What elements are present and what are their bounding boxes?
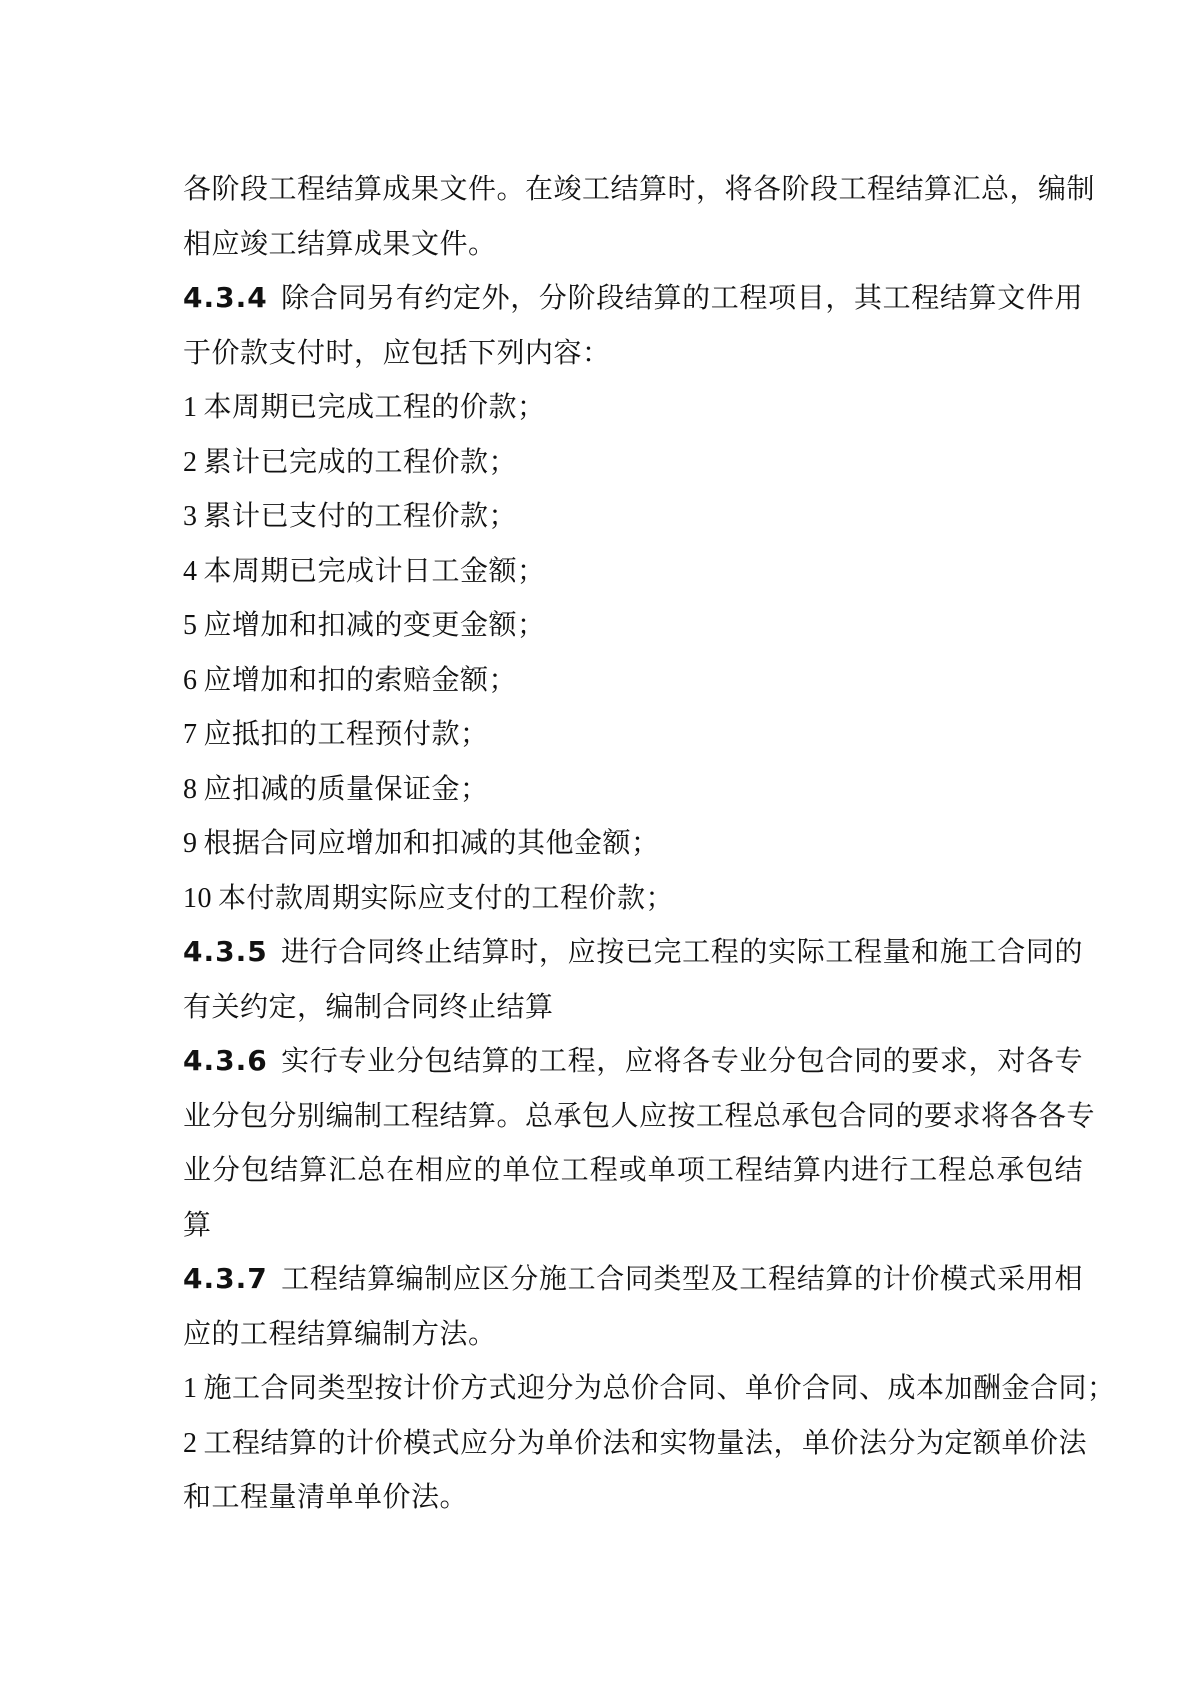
item-text: 应抵扣的工程预付款； bbox=[203, 717, 489, 750]
list-item bbox=[183, 380, 1083, 435]
clause-435-line: 有关约定，编制合同终止结算 bbox=[183, 989, 554, 1023]
item-number: 5 bbox=[183, 610, 198, 641]
item-text: 应增加和扣的索赔金额； bbox=[203, 662, 518, 696]
item-text: 应扣减的质量保证金； bbox=[203, 771, 489, 805]
clause-text: 进行合同终止结算时，应按已完工程的实际工程量和施工合同的 bbox=[281, 935, 1083, 968]
list-item bbox=[183, 762, 1083, 817]
item-text: 施工合同类型按计价方式迎分为总价合同、单价合同、成本加酬金合同； bbox=[203, 1371, 1116, 1404]
list-item-continuation: 和工程量清单单价法。 bbox=[183, 1480, 469, 1513]
clause-436-line: 算 bbox=[183, 1207, 212, 1241]
clause-text: 除合同另有约定外，分阶段结算的工程项目，其工程结算文件用 bbox=[281, 281, 1083, 314]
paragraph-line: 相应竣工结算成果文件。 bbox=[183, 226, 497, 260]
item-number: 2 bbox=[183, 1427, 198, 1459]
clause-number: 4.3.5 bbox=[183, 935, 268, 968]
item-number: 3 bbox=[183, 501, 198, 532]
item-number: 4 bbox=[183, 555, 198, 587]
item-text: 工程结算的计价模式应分为单价法和实物量法，单价法分为定额单价法 bbox=[203, 1425, 1088, 1459]
clause-number: 4.3.7 bbox=[183, 1262, 268, 1295]
list-item bbox=[183, 1361, 1116, 1416]
item-number: 6 bbox=[183, 664, 198, 696]
item-number: 10 bbox=[183, 882, 212, 914]
item-text: 本付款周期实际应支付的工程价款； bbox=[218, 880, 675, 914]
item-number: 7 bbox=[183, 719, 198, 750]
clause-434-line bbox=[183, 271, 1083, 326]
list-item bbox=[183, 489, 1083, 544]
item-text: 应增加和扣减的变更金额； bbox=[203, 608, 546, 641]
item-number: 2 bbox=[183, 446, 198, 478]
item-text: 本周期已完成计日工金额； bbox=[203, 553, 546, 587]
clause-number: 4.3.6 bbox=[183, 1044, 268, 1077]
paragraph-line: 各阶段工程结算成果文件。在竣工结算时，将各阶段工程结算汇总，编制 bbox=[183, 172, 1096, 205]
item-number: 1 bbox=[183, 392, 198, 423]
item-text: 累计已支付的工程价款； bbox=[203, 499, 518, 532]
list-item bbox=[183, 707, 1083, 762]
document-page bbox=[183, 162, 1116, 1525]
item-number: 1 bbox=[183, 1373, 198, 1404]
item-number: 9 bbox=[183, 828, 198, 859]
list-item bbox=[183, 544, 1083, 599]
list-item bbox=[183, 598, 1083, 653]
list-item bbox=[183, 816, 1083, 871]
list-item bbox=[183, 653, 1083, 708]
item-text: 累计已完成的工程价款； bbox=[203, 444, 518, 478]
clause-434-line: 于价款支付时，应包括下列内容： bbox=[183, 335, 611, 369]
list-item bbox=[183, 435, 1083, 490]
clause-number: 4.3.4 bbox=[183, 281, 268, 314]
clause-435-line bbox=[183, 925, 1083, 980]
clause-text: 工程结算编制应区分施工合同类型及工程结算的计价模式采用相 bbox=[281, 1262, 1083, 1295]
list-item bbox=[183, 1416, 1088, 1471]
item-text: 根据合同应增加和扣减的其他金额； bbox=[203, 826, 660, 859]
clause-text: 实行专业分包结算的工程，应将各专业分包合同的要求，对各专 bbox=[281, 1044, 1083, 1077]
item-text: 本周期已完成工程的价款； bbox=[203, 390, 546, 423]
clause-436-line: 业分包结算汇总在相应的单位工程或单项工程结算内进行工程总承包结 bbox=[183, 1153, 1083, 1186]
clause-436-line: 业分包分别编制工程结算。总承包人应按工程总承包合同的要求将各各专 bbox=[183, 1098, 1096, 1132]
clause-436-line bbox=[183, 1034, 1083, 1089]
clause-437-line: 应的工程结算编制方法。 bbox=[183, 1316, 497, 1350]
clause-437-line bbox=[183, 1252, 1083, 1307]
list-item bbox=[183, 871, 1083, 926]
item-number: 8 bbox=[183, 773, 198, 805]
